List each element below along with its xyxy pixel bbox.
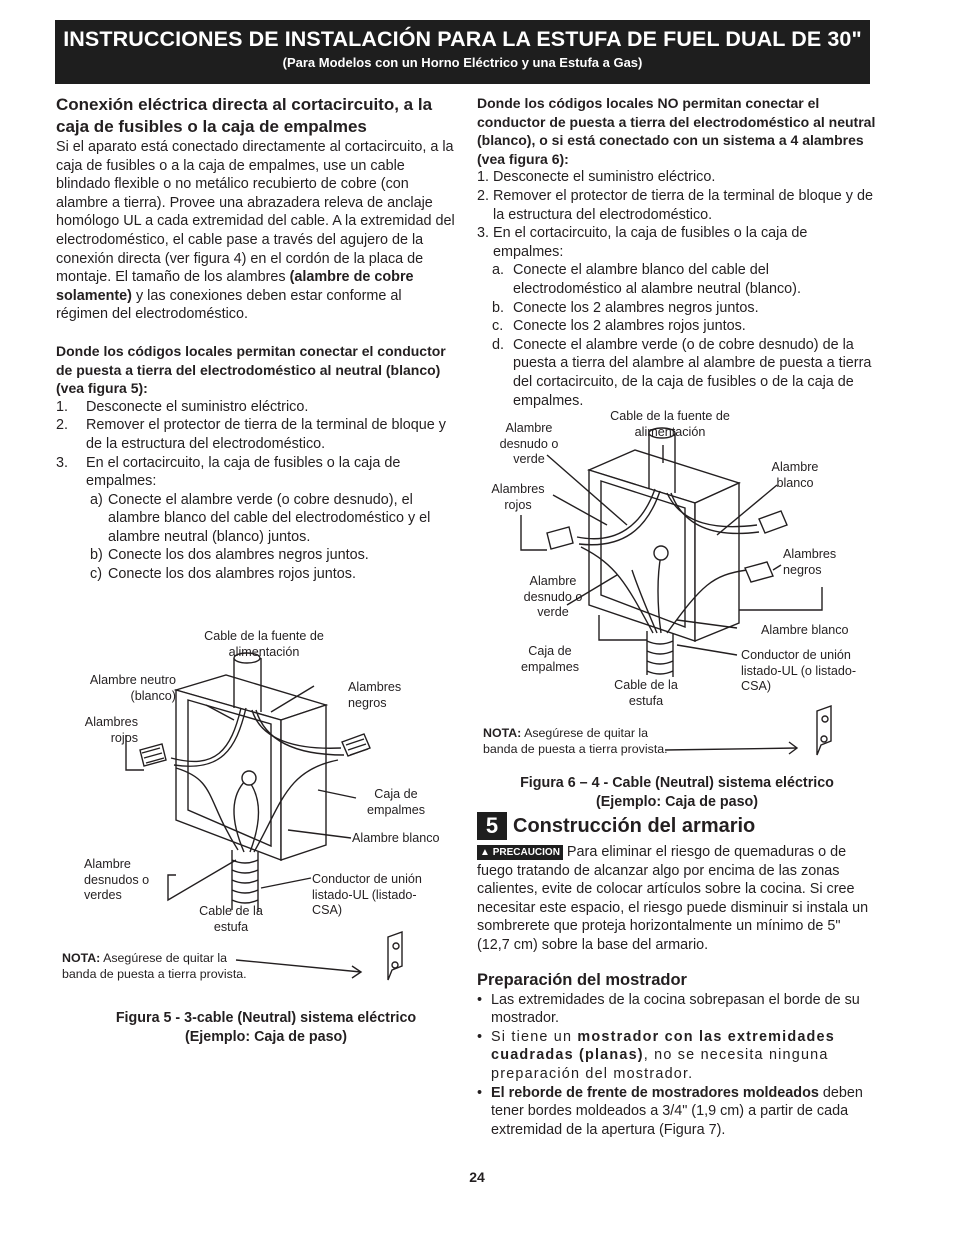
section-number-badge: 5 (477, 812, 507, 840)
fig5-label-caja: Caja de empalmes (366, 787, 426, 817)
steps-list-right (477, 168, 877, 261)
fig6-label-estufa: Cable de la estufa (614, 678, 678, 708)
fig6-label-cable-fuente: Cable de la fuente de alimentación (610, 409, 730, 439)
list-item: 3. En el cortacircuito, la caja de fusibles o la caja de empalmes: (56, 454, 401, 490)
para-text-bold: (alambre de cobre solamente) (56, 269, 414, 304)
list-item: 2. Remover el protector de tierra de la terminal de bloque y de la estructura del electrodoméstico. (56, 417, 446, 452)
fig5-caption-line1: Figura 5 - 3-cable (Neutral) sistema eléctrico (115, 1010, 417, 1026)
caution-paragraph: ▲ PRECAUCION Para eliminar el riesgo de quemaduras o de fuego tratando de alcanzar algo por encima de las zonas calientes, evite de colocar artículos sobre la cocina. Si cree necesitar este espacio, el riesgo puede disminuir si instala un sombrerete que proteja horizontalmente un mínimo de 5" (12,7 cm) sobre la base del armario. (477, 844, 869, 953)
warning-triangle-icon: ▲ (480, 847, 490, 858)
list-item: a) Conecte el alambre verde (o cobre desnudo), el alambre blanco del cable del electrodoméstico y el alambre neutral (blanco) juntos. (90, 491, 431, 545)
fig5-caption (56, 1009, 476, 1046)
section-5-title: Construcción del armario (513, 814, 756, 837)
list-item: 1. Desconecte el suministro eléctrico. (56, 398, 309, 415)
steps-list-left (56, 398, 456, 491)
list-item: • Si tiene un mostrador con las extremidades cuadradas (planas), no se necesita ninguna preparación del mostrador. (477, 1028, 835, 1082)
substeps-list-right (477, 261, 877, 410)
substeps-list-left (56, 491, 456, 584)
section-5-heading (477, 812, 877, 840)
fig6-caption-line2: (Ejemplo: Caja de paso) (595, 793, 759, 810)
list-item: c. Conecte los 2 alambres rojos juntos. (492, 318, 746, 335)
list-item: 3. En el cortacircuito, la caja de fusibles o la caja de empalmes: (477, 225, 808, 260)
list-item: d. Conecte el alambre verde (o de cobre desnudo) de la puesta a tierra del alambre al alambre de puesta a tierra del cortacircuito, de la caja de fusibles o de la caja de empalmes. (492, 336, 872, 409)
para-text-b: y las conexiones deben estar conforme al régimen del electrodoméstico. (56, 287, 402, 323)
fig6-label-rojos: Alambres rojos (491, 482, 545, 512)
page-number: 24 (469, 1169, 485, 1185)
prep-heading: Preparación del mostrador (477, 970, 687, 989)
fig5-label-neutro: Alambre neutro (blanco) (89, 673, 176, 703)
page-subtitle: (Para Modelos con un Horno Eléctrico y una Estufa a Gas) (282, 55, 643, 70)
direct-connection-paragraph (56, 138, 456, 324)
fig6-label-conductor: Conductor de unión listado-UL (o listado-CSA) (741, 648, 857, 693)
figure-5 (56, 620, 456, 1050)
right-column (477, 94, 877, 410)
fig5-label-cable-fuente: Cable de la fuente de alimentación (204, 629, 324, 659)
fig5-label-conductor: Conductor de unión listado-UL (listado-CSA) (312, 872, 422, 917)
para-text-a: Si el aparato está conectado directamente al cortacircuito, a la caja de fusibles o a la caja de empalmes, use un cable blindado flexible o no metálico recubierto de cobre (con alambre a tierra). Provee una abrazadera releva de anclaje homólogo UL a cada extremidad del cable. A la extremidad del electrodoméstico, el cable pase a través del agujero de la conexión directa (ver figura 4) en el cordón de la placa de montaje. El tamaño de los alambres (56, 139, 455, 286)
list-item: a. Conecte el alambre blanco del cable del electrodoméstico al alambre neutral (blanco). (492, 262, 801, 297)
fig6-label-caja: Caja de empalmes (520, 644, 580, 674)
subheading-not-allowed: Donde los códigos locales NO permitan conectar el conductor de puesta a tierra del electrodoméstico al neutral (blanco), o si está conectado con un sistema a 4 alambres (vea figura 6): (477, 95, 876, 167)
list-item: c) Conecte los dos alambres rojos juntos. (90, 566, 356, 583)
header-banner (55, 20, 870, 84)
prep-bullets (477, 991, 877, 1140)
section-5 (477, 812, 877, 1139)
fig5-label-estufa: Cable de la estufa (199, 904, 263, 934)
fig5-label-negros: Alambres negros (348, 680, 402, 710)
left-column (56, 94, 456, 584)
page-title: INSTRUCCIONES DE INSTALACIÓN PARA LA ESTUFA DE FUEL DUAL DE 30" (63, 27, 862, 51)
fig6-caption (477, 774, 877, 811)
caution-label: ▲ PRECAUCION (477, 845, 563, 860)
fig5-caption-line2: (Ejemplo: Caja de paso) (184, 1028, 348, 1045)
fig5-label-desnudos: Alambre desnudos o verdes (84, 857, 150, 902)
fig6-caption-line1: Figura 6 – 4 - Cable (Neutral) sistema eléctrico (520, 775, 834, 791)
fig5-nota: NOTA: Asegúrese de quitar la banda de puesta a tierra provista. (62, 951, 247, 981)
fig6-label-desnudo-low: Alambre desnudo o verde (523, 574, 583, 619)
fig6-label-negros: Alambres negros (783, 547, 837, 577)
section-heading-direct-connection: Conexión eléctrica directa al cortacircuito, a la caja de fusibles o la caja de empalmes (56, 95, 433, 136)
subheading-allowed: Donde los códigos locales permitan conectar el conductor de puesta a tierra del electrodoméstico al neutral (blanco) (vea figura 5): (56, 342, 446, 397)
list-item: b. Conecte los 2 alambres negros juntos. (492, 299, 759, 316)
list-item: 1. Desconecte el suministro eléctrico. (477, 169, 716, 186)
figure-6 (477, 405, 877, 810)
list-item: • Las extremidades de la cocina sobrepasan el borde de su mostrador. (477, 991, 860, 1027)
list-item: 2. Remover el protector de tierra de la terminal de bloque y de la estructura del electrodoméstico. (477, 187, 873, 223)
fig6-label-blanco-top: Alambre blanco (771, 460, 819, 490)
fig5-label-blanco: Alambre blanco (352, 831, 440, 845)
fig5-label-rojos: Alambres rojos (84, 715, 138, 745)
fig6-label-blanco-low: Alambre blanco (761, 623, 849, 637)
list-item: b) Conecte los dos alambres negros juntos. (90, 547, 369, 564)
fig6-label-desnudo-top: Alambre desnudo o verde (499, 421, 559, 466)
list-item: • El reborde de frente de mostradores moldeados deben tener bordes moldeados a 3/4" (1,9 cm) a partir de cada extremidad de la apertura (Figura 7). (477, 1084, 863, 1138)
fig6-nota: NOTA: Asegúrese de quitar la banda de puesta a tierra provista. (483, 726, 668, 756)
